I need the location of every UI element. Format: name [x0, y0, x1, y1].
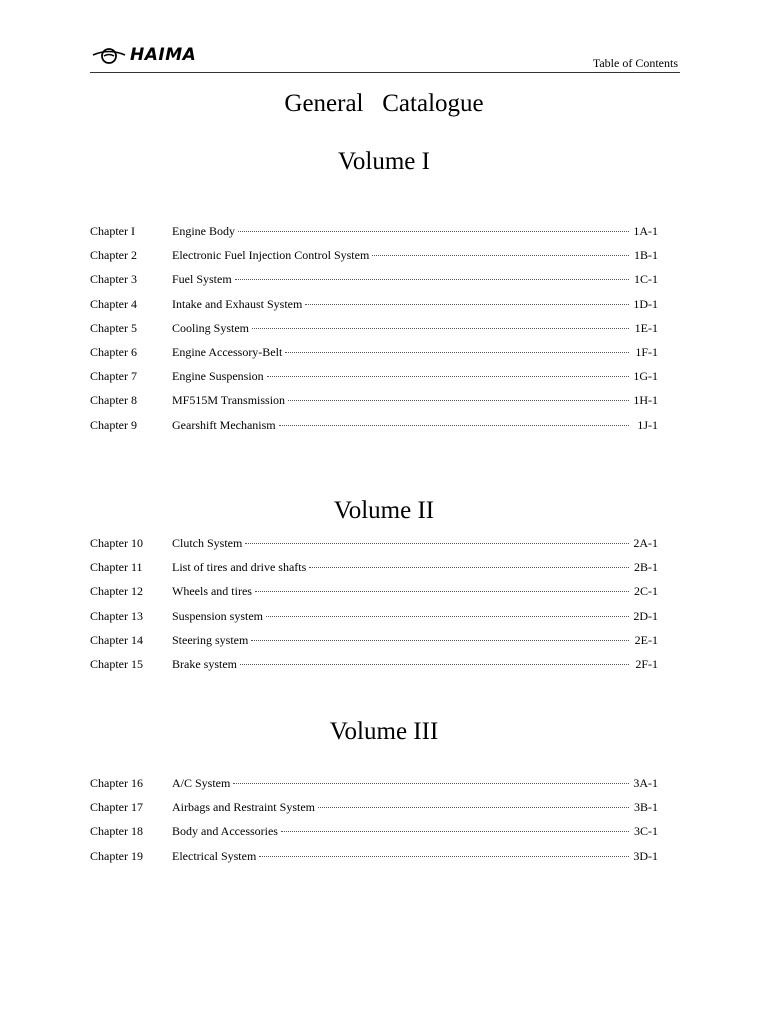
page-reference: 3D-1	[633, 848, 658, 863]
page-reference: 1G-1	[633, 369, 658, 384]
toc-entry[interactable]	[90, 393, 658, 417]
page-reference: 3C-1	[634, 824, 658, 839]
chapter-label: Chapter 15	[90, 656, 143, 671]
toc-entry[interactable]	[90, 369, 658, 393]
chapter-title: MF515M Transmission	[172, 393, 286, 408]
toc-list	[90, 776, 658, 873]
toc-entry[interactable]	[90, 272, 658, 296]
dot-leader	[288, 400, 629, 401]
page-reference: 2D-1	[633, 608, 658, 623]
page-reference: 1E-1	[634, 320, 658, 335]
chapter-label: Chapter 2	[90, 248, 137, 263]
dot-leader	[305, 304, 629, 305]
dot-leader	[252, 328, 629, 329]
page-reference: 2C-1	[634, 584, 658, 599]
volume-heading: Volume I	[338, 148, 430, 175]
chapter-label: Chapter 5	[90, 320, 137, 335]
volume-heading: Volume III	[329, 718, 439, 745]
toc-entry[interactable]	[90, 248, 658, 272]
chapter-title: Cooling System	[172, 320, 250, 335]
dot-leader	[235, 279, 629, 280]
page-reference: 2E-1	[634, 632, 658, 647]
chapter-label: Chapter 12	[90, 584, 143, 599]
chapter-title: Airbags and Restraint System	[172, 800, 315, 815]
page-reference: 1H-1	[633, 393, 658, 408]
chapter-title: Brake system	[172, 656, 237, 671]
dot-leader	[238, 231, 629, 232]
chapter-label: Chapter 19	[90, 848, 143, 863]
toc-entry[interactable]	[90, 536, 658, 560]
chapter-label: Chapter 13	[90, 608, 143, 623]
toc-entry[interactable]	[90, 224, 658, 248]
chapter-title: Body and Accessories	[172, 824, 278, 839]
toc-entry[interactable]	[90, 633, 658, 657]
chapter-title: Clutch System	[172, 536, 243, 550]
dot-leader	[267, 376, 629, 377]
chapter-title: List of tires and drive shafts	[172, 560, 307, 575]
chapter-title: Suspension system	[172, 608, 264, 623]
toc-entry[interactable]	[90, 609, 658, 633]
dot-leader	[309, 567, 629, 568]
toc-entry[interactable]	[90, 584, 658, 608]
chapter-title: Gearshift Mechanism	[172, 417, 276, 432]
toc-entry[interactable]	[90, 321, 658, 345]
chapter-label: Chapter 10	[90, 536, 143, 550]
chapter-title: Engine Body	[172, 224, 235, 238]
chapter-label: Chapter 11	[90, 560, 143, 575]
haima-logo	[92, 44, 196, 66]
toc-entry[interactable]	[90, 297, 658, 321]
chapter-title: Engine Suspension	[172, 369, 264, 384]
page-reference: 2B-1	[634, 560, 658, 575]
page-reference: 1J-1	[637, 417, 658, 432]
dot-leader	[372, 255, 629, 256]
page-reference: 3A-1	[633, 776, 658, 790]
page-reference: 1B-1	[634, 248, 658, 263]
chapter-title: Intake and Exhaust System	[172, 296, 303, 311]
header-label: Table of Contents	[592, 56, 678, 70]
page-reference: 1C-1	[634, 272, 658, 287]
brand-wordmark: HAIMA	[130, 45, 197, 65]
page-reference: 2A-1	[633, 536, 658, 550]
haima-emblem-icon	[92, 44, 126, 66]
chapter-title: Wheels and tires	[172, 584, 252, 599]
page-reference: 1D-1	[633, 296, 658, 311]
toc-entry[interactable]	[90, 800, 658, 824]
dot-leader	[279, 425, 629, 426]
toc-entry[interactable]	[90, 560, 658, 584]
toc-entry[interactable]	[90, 849, 658, 873]
chapter-label: Chapter 9	[90, 417, 137, 432]
page-reference: 1A-1	[633, 224, 658, 238]
page-title: General Catalogue	[284, 90, 484, 117]
chapter-title: A/C System	[172, 776, 231, 790]
page-reference: 1F-1	[635, 344, 658, 359]
dot-leader	[233, 783, 629, 784]
toc-list	[90, 536, 658, 681]
dot-leader	[285, 352, 629, 353]
chapter-label: Chapter 17	[90, 800, 143, 815]
chapter-label: Chapter 8	[90, 393, 137, 408]
chapter-label: Chapter 6	[90, 344, 137, 359]
page-reference: 3B-1	[634, 800, 658, 815]
dot-leader	[240, 664, 629, 665]
chapter-title: Electronic Fuel Injection Control System	[172, 248, 370, 263]
chapter-label: Chapter 4	[90, 296, 137, 311]
dot-leader	[259, 856, 629, 857]
chapter-label: Chapter 16	[90, 776, 143, 790]
dot-leader	[255, 591, 629, 592]
page-header	[90, 42, 680, 73]
chapter-title: Electrical System	[172, 848, 257, 863]
dot-leader	[281, 831, 629, 832]
toc-entry[interactable]	[90, 345, 658, 369]
page-reference: 2F-1	[635, 656, 658, 671]
toc-entry[interactable]	[90, 824, 658, 848]
chapter-title: Engine Accessory-Belt	[172, 344, 283, 359]
toc-entry[interactable]	[90, 657, 658, 681]
dot-leader	[245, 543, 629, 544]
toc-entry[interactable]	[90, 776, 658, 800]
toc-list	[90, 224, 658, 442]
chapter-title: Fuel System	[172, 272, 232, 287]
chapter-label: Chapter 18	[90, 824, 143, 839]
chapter-label: Chapter I	[90, 224, 135, 238]
dot-leader	[318, 807, 629, 808]
dot-leader	[251, 640, 629, 641]
chapter-label: Chapter 14	[90, 632, 143, 647]
dot-leader	[266, 616, 629, 617]
chapter-title: Steering system	[172, 632, 249, 647]
toc-entry[interactable]	[90, 418, 658, 442]
chapter-label: Chapter 3	[90, 272, 137, 287]
chapter-label: Chapter 7	[90, 369, 137, 384]
volume-heading: Volume II	[333, 497, 435, 524]
